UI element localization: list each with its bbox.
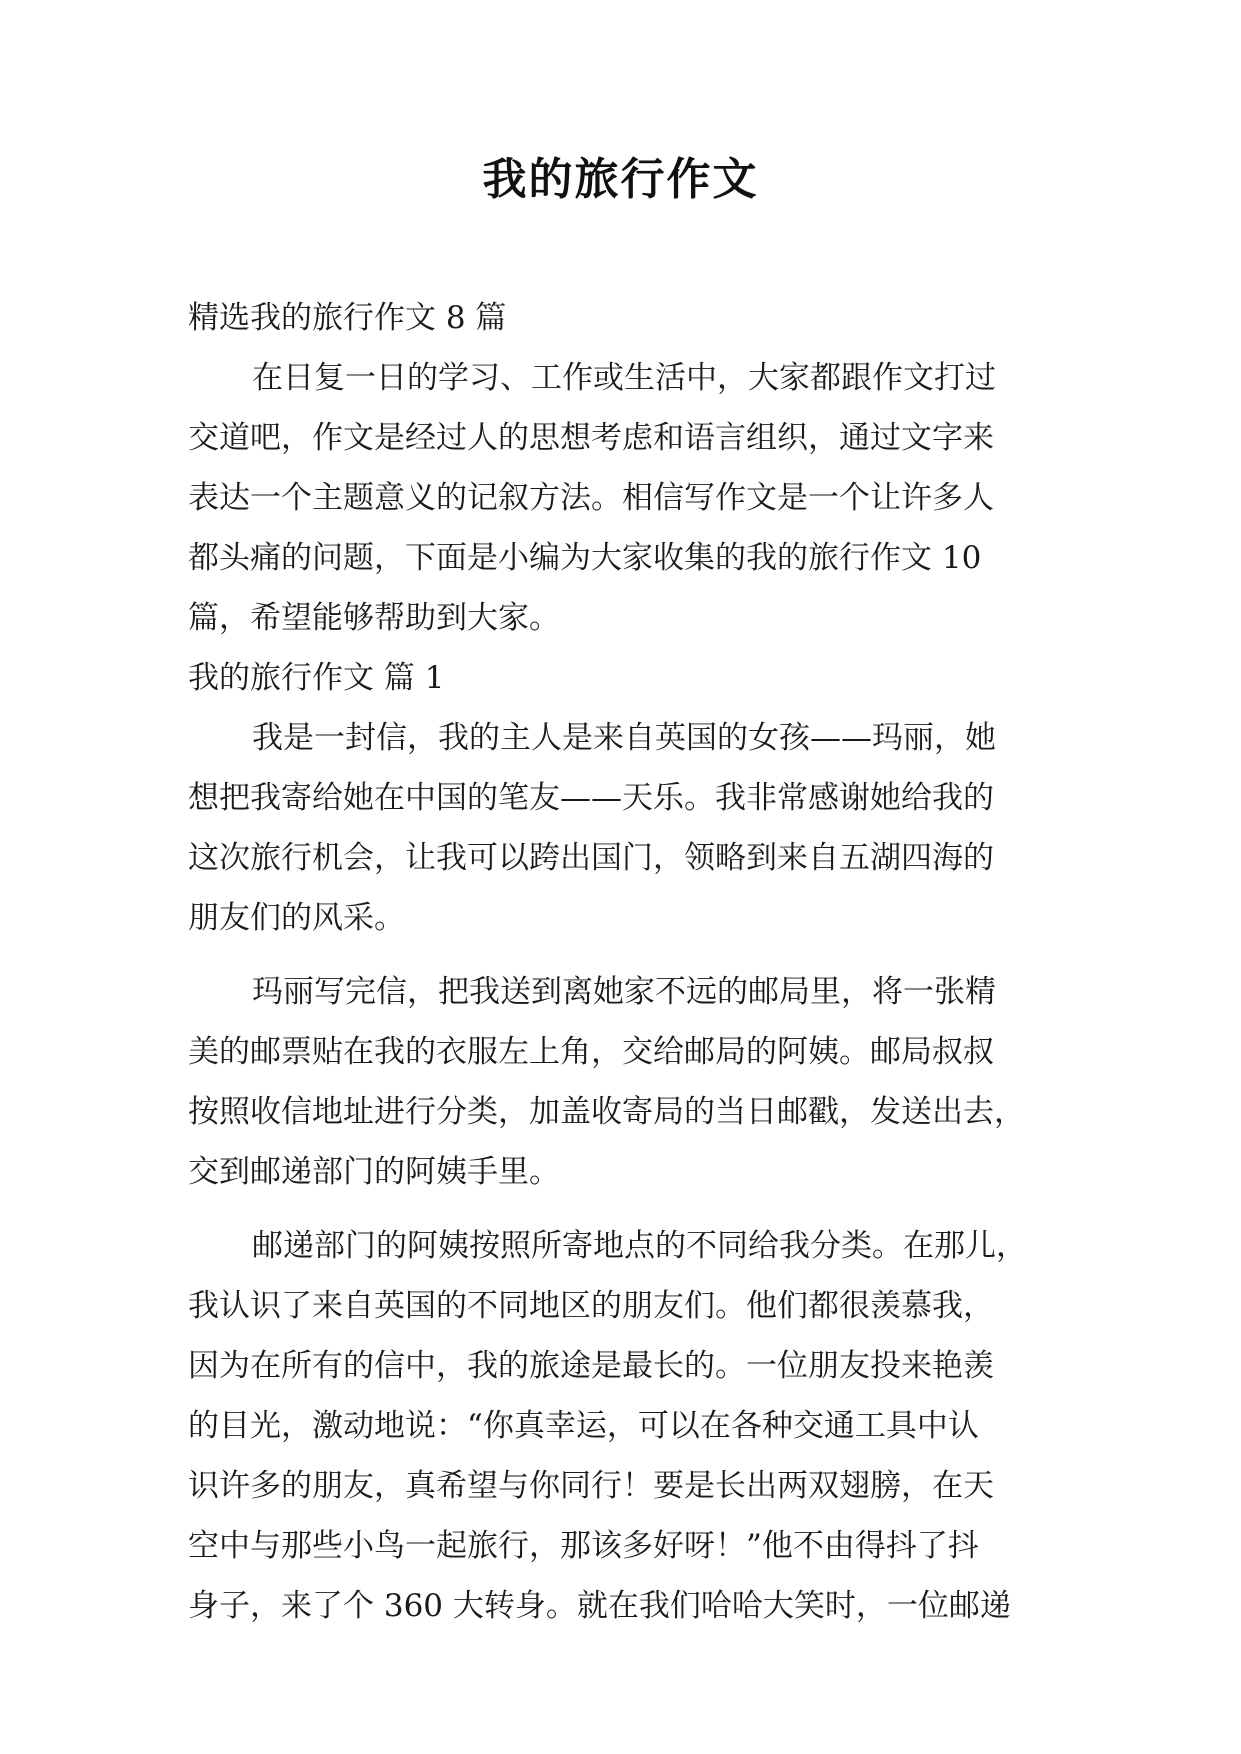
paragraph-line: 都头痛的问题，下面是小编为大家收集的我的旅行作文 10 [188,540,982,576]
document-subtitle: 精选我的旅行作文 8 篇 [188,300,507,336]
paragraph-line: 我认识了来自英国的不同地区的朋友们。他们都很羡慕我， [188,1288,994,1324]
paragraph-line: 这次旅行机会，让我可以跨出国门，领略到来自五湖四海的 [188,840,994,876]
intro-paragraph [188,348,1052,648]
paragraph-line: 交道吧，作文是经过人的思想考虑和语言组织，通过文字来 [188,420,994,456]
paragraph-line: 交到邮递部门的阿姨手里。 [188,1154,560,1190]
paragraph-spacer [188,1202,1052,1216]
paragraph-spacer [188,948,1052,962]
paragraph-line: 邮递部门的阿姨按照所寄地点的不同给我分类。在那儿， [252,1228,1027,1264]
paragraph-line: 空中与那些小鸟一起旅行，那该多好呀！”他不由得抖了抖 [188,1528,979,1564]
document-body [188,288,1052,1636]
paragraph-line: 玛丽写完信，把我送到离她家不远的邮局里，将一张精 [252,974,996,1010]
paragraph-line: 身子，来了个 360 大转身。就在我们哈哈大笑时，一位邮递 [188,1588,1011,1624]
paragraph-line: 按照收信地址进行分类，加盖收寄局的当日邮戳，发送出去， [188,1094,1025,1130]
paragraph-line: 表达一个主题意义的记叙方法。相信写作文是一个让许多人 [188,480,994,516]
section-heading: 我的旅行作文 篇 1 [188,660,445,696]
paragraph-1 [188,708,1052,948]
paragraph-line: 我是一封信，我的主人是来自英国的女孩——玛丽，她 [252,720,996,756]
paragraph-line: 朋友们的风采。 [188,900,405,936]
paragraph-line: 在日复一日的学习、工作或生活中，大家都跟作文打过 [252,360,996,396]
paragraph-line: 美的邮票贴在我的衣服左上角，交给邮局的阿姨。邮局叔叔 [188,1034,994,1070]
paragraph-line: 篇，希望能够帮助到大家。 [188,600,560,636]
paragraph-2 [188,962,1052,1202]
document-title: 我的旅行作文 [482,154,759,205]
paragraph-3 [188,1216,1052,1636]
paragraph-line: 想把我寄给她在中国的笔友——天乐。我非常感谢她给我的 [188,780,994,816]
paragraph-line: 因为在所有的信中，我的旅途是最长的。一位朋友投来艳羡 [188,1348,994,1384]
paragraph-line: 的目光，激动地说：“你真幸运，可以在各种交通工具中认 [188,1408,979,1444]
paragraph-line: 识许多的朋友，真希望与你同行！要是长出两双翅膀，在天 [188,1468,994,1504]
